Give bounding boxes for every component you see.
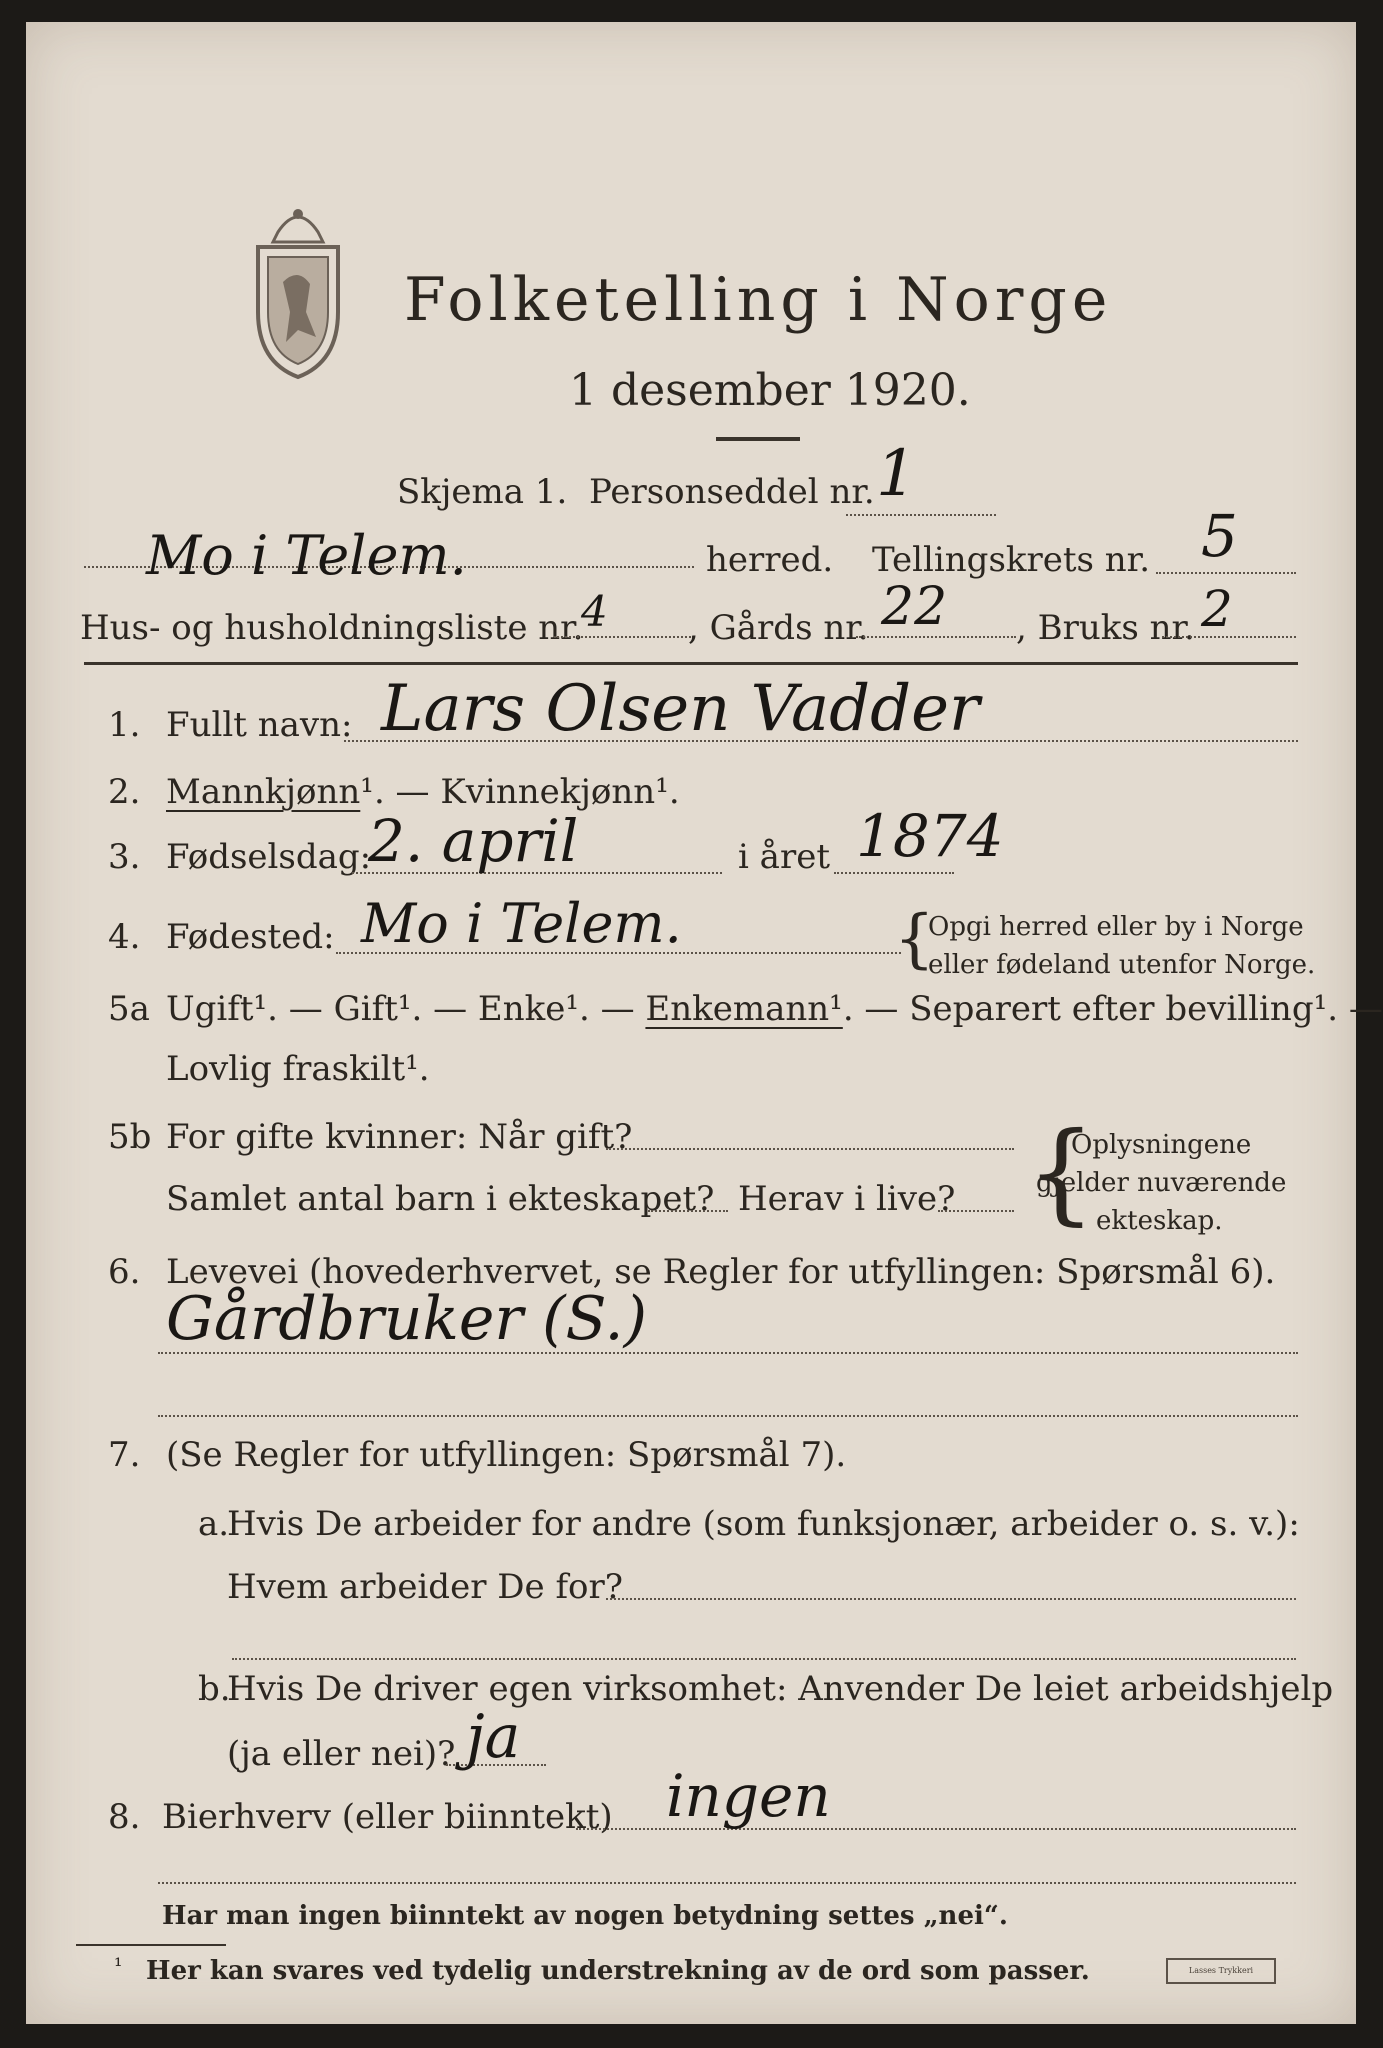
female-option: Kvinnekjønn	[440, 772, 656, 812]
q7-number: 7.	[108, 1435, 141, 1475]
q7-label: (Se Regler for utfyllingen: Spørsmål 7).	[166, 1435, 847, 1475]
q7a-question: Hvem arbeider De for?	[227, 1567, 623, 1607]
q5b-children-label: Samlet antal barn i ekteskapet?	[166, 1179, 715, 1219]
marital-options-a: Ugift¹. — Gift¹. — Enke¹. —	[166, 989, 646, 1029]
q5b-brace: {	[1026, 1108, 1096, 1236]
full-name-value: Lars Olsen Vadder	[381, 672, 980, 746]
footnote-text: Her kan svares ved tydelig understrekning av de ord som passer.	[146, 1956, 1090, 1986]
husliste-line	[554, 636, 694, 638]
q4-note-line2: eller fødeland utenfor Norge.	[928, 950, 1316, 980]
q5a-marital-options	[166, 989, 1383, 1029]
footnote-divider	[76, 1944, 226, 1946]
q2-number: 2.	[108, 772, 141, 812]
bruks-label: , Bruks nr.	[1016, 608, 1195, 648]
q5b-note-line1: Oplysningene	[1071, 1130, 1252, 1160]
q5b-alive-line	[938, 1210, 1014, 1212]
q7a-line2	[232, 1658, 1296, 1660]
schema-label: Skjema 1.	[397, 472, 568, 512]
tellingskrets-label: Tellingskrets nr.	[872, 540, 1151, 580]
q6-label: Levevei (hovederhvervet, se Regler for utfyllingen: Spørsmål 6).	[166, 1252, 1276, 1292]
q4-number: 4.	[108, 917, 141, 957]
side-income-value: ingen	[666, 1762, 831, 1830]
q3-number: 3.	[108, 837, 141, 877]
gards-value: 22	[881, 577, 948, 637]
gards-label: , Gårds nr.	[688, 608, 869, 648]
income-note: Har man ingen biinntekt av nogen betydning settes „nei“.	[162, 1901, 1008, 1931]
birthplace-value: Mo i Telem.	[361, 892, 682, 955]
q7a-letter: a.	[198, 1504, 230, 1544]
personseddel-label: Personseddel nr.	[589, 472, 875, 512]
q5b-married-label: For gifte kvinner: Når gift?	[166, 1117, 633, 1157]
personseddel-value: 1	[876, 437, 917, 511]
q7b-letter: b.	[198, 1669, 231, 1709]
q6-number: 6.	[108, 1252, 141, 1292]
personseddel-line	[846, 514, 996, 516]
q8-number: 8.	[108, 1797, 141, 1837]
bruks-value: 2	[1201, 580, 1233, 638]
husliste-value: 4	[581, 587, 608, 636]
q2-sex-options: Mannkjønn¹. — Kvinnekjønn¹.	[166, 772, 680, 812]
q7b-question: (ja eller nei)?	[227, 1734, 456, 1774]
male-option: Mannkjønn	[166, 772, 361, 812]
q6-line1	[158, 1352, 1298, 1354]
q5b-note-line2: gjelder nuværende	[1036, 1168, 1287, 1198]
census-date: 1 desember 1920.	[569, 365, 971, 416]
q4-brace: {	[894, 902, 935, 976]
q1-label: Fullt navn:	[166, 705, 353, 745]
hired-help-value: ja	[466, 1702, 521, 1772]
q8-line2	[158, 1882, 1296, 1884]
q4-note-line1: Opgi herred eller by i Norge	[928, 912, 1304, 942]
q1-number: 1.	[108, 705, 141, 745]
q5b-married-line	[606, 1148, 1014, 1150]
year-label: i året	[738, 837, 830, 877]
q7b-text: Hvis De driver egen virksomhet: Anvender De leiet arbeidshjelp	[227, 1669, 1334, 1709]
q5b-children-line	[648, 1210, 728, 1212]
form-title: Folketelling i Norge	[404, 265, 1113, 335]
q5b-note-line3: ekteskap.	[1096, 1206, 1223, 1236]
census-form-sheet	[26, 22, 1383, 2024]
husliste-label: Hus- og husholdningsliste nr.	[80, 608, 584, 648]
q3-label: Fødselsdag:	[166, 837, 372, 877]
herred-value: Mo i Telem.	[146, 524, 467, 587]
q4-label: Fødested:	[166, 917, 335, 957]
marital-selected-option: Enkemann¹	[645, 989, 843, 1029]
printer-stamp: Lasses Trykkeri	[1166, 1958, 1276, 1984]
q7a-text: Hvis De arbeider for andre (som funksjonær, arbeider o. s. v.):	[227, 1504, 1300, 1544]
footnote-mark: ¹	[114, 1954, 123, 1978]
norway-coat-of-arms-icon	[238, 202, 358, 382]
q7a-line1	[606, 1598, 1296, 1600]
birth-date-value: 2. april	[368, 807, 579, 875]
occupation-value: Gårdbruker (S.)	[166, 1284, 647, 1354]
q2-end: .	[668, 772, 680, 812]
q6-line2	[158, 1415, 1298, 1417]
section-divider	[84, 662, 1298, 665]
q8-label: Bierhverv (eller biinntekt)	[162, 1797, 613, 1837]
marital-options-b: . — Separert efter bevilling¹. —	[842, 989, 1383, 1029]
tellingskrets-value: 5	[1201, 502, 1238, 570]
herred-label: herred.	[706, 540, 834, 580]
tellingskrets-line	[1156, 572, 1296, 574]
q5b-alive-label: Herav i live?	[738, 1179, 956, 1219]
title-divider	[716, 437, 800, 441]
q5a-number: 5a	[108, 989, 150, 1029]
q5b-number: 5b	[108, 1117, 152, 1157]
q2-separator: . —	[373, 772, 441, 812]
birth-year-value: 1874	[856, 802, 1004, 870]
q5a-line2: Lovlig fraskilt¹.	[166, 1049, 430, 1089]
q3-year-line	[834, 872, 954, 874]
